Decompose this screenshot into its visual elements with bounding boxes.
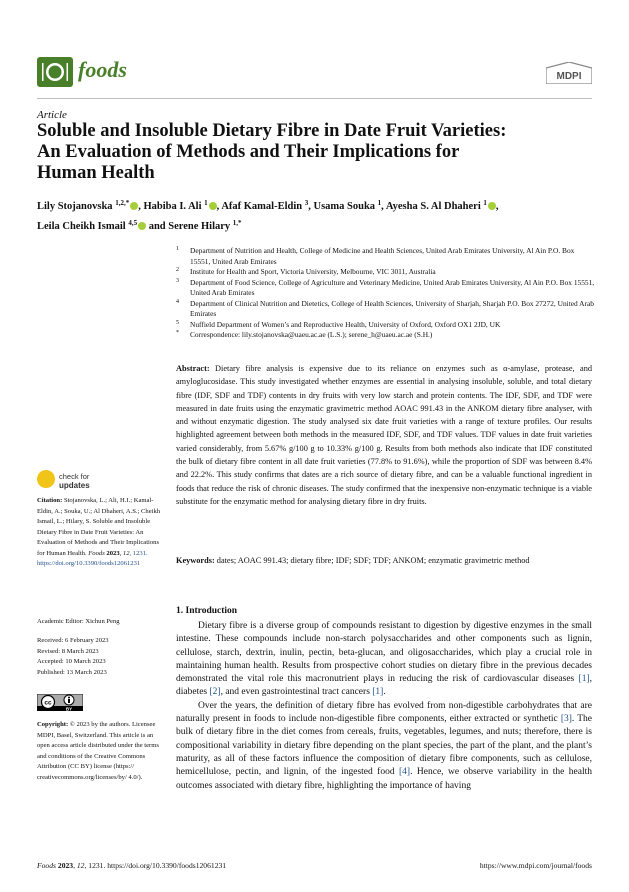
citation-text: Stojanovska, L.; Ali, H.I.; Kamal-Eldin, A.; Souka, U.; Al Dhaheri, A.S.; Cheikh Ismail, L.; Hilary, S. Soluble and Insoluble Dietary Fibre in Date Fruit Varieties: An Evaluation of Methods and Their Implications for Human Health.: [37, 497, 161, 557]
reference-link[interactable]: [1]: [578, 674, 590, 685]
section-heading: 1. Introduction: [176, 606, 238, 616]
affiliation-number: 5: [176, 319, 179, 326]
foods-logo-icon: [37, 57, 73, 87]
date-accepted: Accepted: 10 March 2023: [37, 658, 106, 665]
orcid-icon[interactable]: [209, 202, 217, 210]
citation-block: Citation: Stojanovska, L.; Ali, H.I.; Kamal-Eldin, A.; Souka, U.; Al Dhaheri, A.S.; Cheikh Ismail, L.; Hilary, S. Soluble and Insoluble Dietary Fibre in Date Fruit Varieties: An Evaluation of Methods and Their Implications for Human Health. Foods 2023, 12, 1231. https://doi.org/10.3390/foods12061231: [37, 497, 161, 567]
affiliation-item: [176, 320, 596, 331]
author-affiliation-sup: 1: [377, 199, 382, 207]
author-separator: ,: [308, 201, 314, 212]
journal-name[interactable]: foods: [78, 57, 127, 82]
paragraph-text: , diabetes: [176, 674, 592, 698]
affiliation-number: *: [176, 330, 179, 336]
paragraph: [176, 700, 592, 793]
check-for-updates-button[interactable]: [37, 470, 147, 492]
citation-label: Citation:: [37, 497, 63, 504]
affiliation-item: [176, 246, 596, 267]
title-line: An Evaluation of Methods and Their Implications for: [37, 142, 460, 162]
copyright-block: [37, 720, 162, 783]
affiliation-text: Institute for Health and Sport, Victoria University, Melbourne, VIC 3011, Australia: [190, 267, 436, 276]
affiliation-text: Department of Nutrition and Health, College of Medicine and Health Sciences, United Arab Emirates University, Al Ain P.O. Box 15551, United Arab Emirates: [190, 246, 575, 266]
author-affiliation-sup: 1,*: [232, 219, 242, 227]
footer-doi-link[interactable]: , 1231. https://doi.org/10.3390/foods12061231: [84, 861, 227, 870]
reference-link[interactable]: [4]: [399, 767, 411, 778]
date-received: Received: 6 February 2023: [37, 637, 109, 644]
affiliation-number: 1: [176, 246, 179, 252]
author-separator: ,: [381, 201, 386, 212]
cc-by-license-icon[interactable]: [37, 694, 83, 711]
citation-doi-link[interactable]: , 1231. https://doi.org/10.3390/foods12061231: [37, 549, 148, 567]
mdpi-logo-icon[interactable]: [546, 62, 592, 84]
publication-dates: [37, 636, 162, 678]
author-line: [37, 215, 597, 235]
affiliations: [176, 246, 596, 341]
author-line: [37, 195, 597, 215]
orcid-icon[interactable]: [138, 222, 146, 230]
affiliation-item: [176, 299, 596, 320]
paragraph-text: Dietary fibre is a diverse group of compounds resistant to digestion by digestive enzymes in the small intestine. These compounds include non-starch polysaccharides and other components such as lignin, cellulose, starch, dextrin, inulin, pectin, beta-glucan, and oligosaccharides, which play a crucial role in maintaining human health. Results from prospective cohort studies on dietary fibre in the previous decades demonstrated the vital role this macronutrient plays in reducing the risk of cardiovascular diseases: [176, 621, 592, 685]
affiliation-number: 2: [176, 267, 179, 273]
article-type: Article: [37, 109, 67, 121]
keywords-text: dates; AOAC 991.43; dietary fibre; IDF; SDF; TDF; ANKOM; enzymatic gravimetric method: [216, 556, 530, 565]
affiliation-number: 3: [176, 277, 179, 284]
footer-journal: Foods: [37, 861, 56, 870]
affiliation-text: Correspondence: lily.stojanovska@uaeu.ac.ae (L.S.); serene_h@uaeu.ac.ae (S.H.): [190, 330, 433, 339]
author-affiliation-sup: 1,2,*: [115, 199, 130, 207]
author-name[interactable]: Afaf Kamal-Eldin $^3$: [221, 199, 309, 212]
author-name[interactable]: Lily Stojanovska $^{1,2,*}$: [37, 199, 130, 212]
footer-citation: Foods 2023, 12, 1231. https://doi.org/10.3390/foods12061231: [37, 861, 227, 870]
article-title: [37, 121, 592, 184]
check-updates-line2: updates: [59, 481, 90, 490]
author-separator: ,: [138, 201, 144, 212]
paragraph: [176, 620, 592, 700]
affiliation-text: Department of Food Science, College of Agriculture and Veterinary Medicine, United Arab Emirates University, Al Ain P.O. Box 15551, United Arab Emirates: [190, 277, 595, 297]
orcid-icon[interactable]: [130, 202, 138, 210]
footer-year: 2023: [57, 861, 74, 870]
title-line: Human Health: [37, 163, 155, 183]
author-separator: ,: [495, 201, 499, 212]
author-affiliation-sup: 1: [483, 199, 487, 207]
author-name[interactable]: Usama Souka $^1$: [313, 199, 382, 212]
check-updates-icon: [37, 470, 55, 488]
paragraph-text: .: [383, 687, 386, 698]
author-name[interactable]: Habiba I. Ali $^1$: [143, 199, 208, 212]
author-separator: ,: [216, 201, 222, 212]
copyright-label: Copyright:: [37, 721, 69, 728]
introduction-text: [176, 620, 592, 793]
paragraph-text: . Hence, we observe variability in the health outcomes associated with dietary fibre, highlighting the importance of having: [176, 767, 592, 791]
author-list: [37, 195, 597, 235]
author-affiliation-sup: 4,5: [128, 219, 138, 227]
affiliation-item: [176, 330, 596, 341]
keywords: [176, 554, 592, 567]
paragraph-text: , and even gastrointestinal tract cancers: [220, 687, 373, 698]
publisher-label: MDPI: [556, 71, 582, 82]
paragraph-text: . The bulk of dietary fibre in the diet comes from cereals, fruits, vegetables, legumes, and nuts; therefore, there is compositional variability in dietary fibre depending on the plant species, the part of the plant, and the plant’s maturity, as all of these factors influence the composition of dietary fibre components, such as cellulose, hemicellulose, pectin, and lignin, of the ingested food: [176, 714, 592, 778]
author-name[interactable]: and Serene Hilary $^{1,*}$: [148, 219, 242, 232]
header-rule: [37, 98, 592, 99]
affiliation-text: Nuffield Department of Women’s and Reproductive Health, University of Oxford, Oxford OX1 2JD, UK: [190, 319, 501, 329]
citation-volume: 12: [122, 549, 130, 557]
author-affiliation-sup: 3: [304, 199, 309, 207]
footer-journal-link[interactable]: https://www.mdpi.com/journal/foods: [479, 861, 592, 870]
title-line: Soluble and Insoluble Dietary Fibre in Date Fruit Varieties:: [37, 121, 507, 141]
author-name[interactable]: Leila Cheikh Ismail $^{4,5}$: [37, 219, 138, 232]
reference-link[interactable]: [3]: [560, 714, 572, 725]
date-revised: Revised: 8 March 2023: [37, 647, 99, 655]
academic-editor: Academic Editor: Xichun Peng: [37, 618, 120, 625]
citation-journal: Foods: [88, 549, 105, 557]
keywords-label: Keywords:: [176, 556, 215, 565]
affiliation-item: [176, 278, 596, 299]
by-label: BY: [65, 706, 73, 711]
abstract-text: Dietary fibre analysis is expensive due to its reliance on enzymes such as α-amylase, protease, and amyloglucosidase. This study investigated whether enzymes are essential in analysing insoluble, soluble, and total dietary fibre (IDF, SDF and TDF) contents in dry fruits with very low starch and protein contents. The IDF, SDF, and TDF were measured in date fruits using the enzymatic gravimetric method AOAC 991.43 in the ANKOM dietary fibre analyser, with and without enzymatic digestion. The study analysed six date fruit varieties with a range of texture profiles. Our results highlighted agreement between both methods in the measured IDF, SDF, and TDF values. TDF values in date fruit varieties varied considerably, from 5.67% g/100 g to 10.33% g/100 g. Results from both methods also indicate that IDF constituted the bulk of dietary fibre content in all date fruit varieties (77.8% to 91.6%), while the proportion of SDF was between 8.4% and 22.2%. This study confirms that dates are a rich source of dietary fibre, and can be a valuable functional ingredient in foods that reduce the risk of chronic diseases. The study confirmed that the inexpensive non-enzymatic technique is a viable substitute for the enzymatic method for analysing dietary fibre in dry fruits.: [176, 364, 593, 506]
author-name[interactable]: Ayesha S. Al Dhaheri $^1$: [385, 199, 487, 212]
orcid-icon[interactable]: [488, 202, 496, 210]
cc-label: cc: [44, 699, 52, 707]
abstract: [176, 362, 592, 508]
copyright-text: © 2023 by the authors. Licensee MDPI, Basel, Switzerland. This article is an open access article distributed under the terms and conditions of the Creative Commons Attribution (CC BY) license (https:// creativecommons.org/licenses/by/ 4.0/).: [37, 721, 159, 781]
affiliation-text: Department of Clinical Nutrition and Dietetics, College of Health Sciences, University of Sharjah, Sharjah P.O. Box 27272, United Arab Emirates: [190, 298, 594, 318]
citation-year: 2023: [106, 549, 120, 557]
author-affiliation-sup: 1: [204, 199, 208, 207]
affiliation-item: [176, 267, 596, 278]
reference-link[interactable]: [2]: [209, 687, 221, 698]
affiliation-number: 4: [176, 298, 179, 305]
reference-link[interactable]: [1]: [372, 687, 384, 698]
abstract-label: Abstract:: [176, 364, 210, 373]
paragraph-text: Over the years, the definition of dietary fibre has evolved from non-digestible carbohydrates that are naturally present in foods to include non-digestible fibre components, either extracted or synthetic: [176, 700, 592, 725]
footer-volume: 12: [76, 861, 85, 870]
check-updates-line1: check for: [59, 472, 90, 481]
date-published: Published: 13 March 2023: [37, 668, 107, 676]
